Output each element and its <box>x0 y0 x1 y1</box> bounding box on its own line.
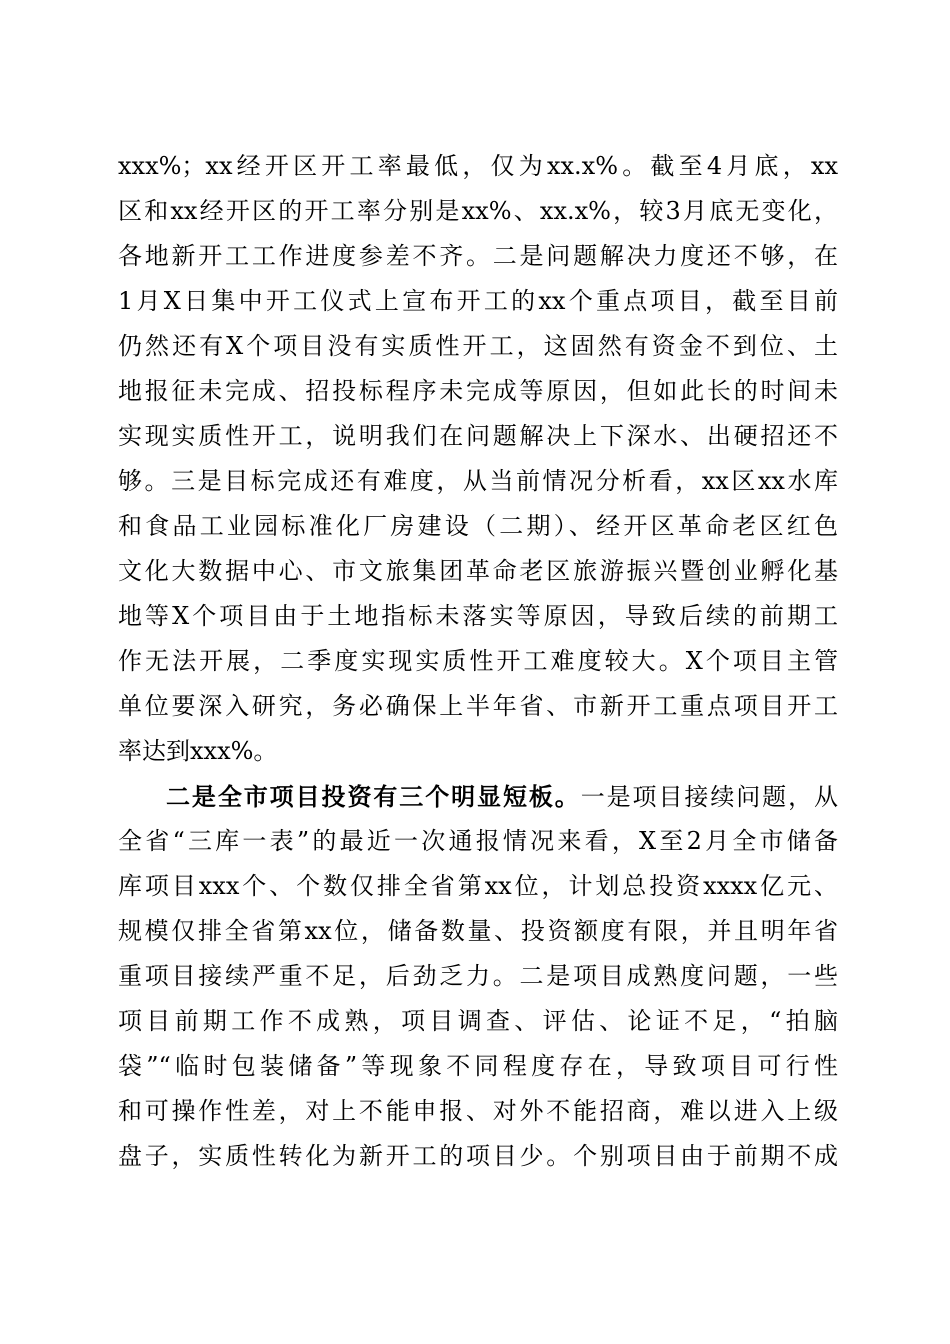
paragraph-line: 够。三是目标完成还有难度，从当前情况分析看，xx区xx水库 <box>118 467 838 495</box>
paragraph-line: 规模仅排全省第xx位，储备数量、投资额度有限，并且明年省 <box>118 917 838 945</box>
paragraph-line: 袋”“临时包装储备”等现象不同程度存在，导致项目可行性 <box>118 1052 838 1080</box>
paragraph-line: 单位要深入研究，务必确保上半年省、市新开工重点项目开工 <box>118 692 838 720</box>
paragraph-line: 各地新开工工作进度参差不齐。二是问题解决力度还不够，在 <box>118 242 838 270</box>
paragraph-line: 区和xx经开区的开工率分别是xx%、xx.x%，较3月底无变化， <box>118 197 838 225</box>
paragraph-line: 项目前期工作不成熟，项目调查、评估、论证不足，“拍脑 <box>118 1007 838 1035</box>
paragraph-line: 实现实质性开工，说明我们在问题解决上下深水、出硬招还不 <box>118 422 838 450</box>
paragraph-line: 文化大数据中心、市文旅集团革命老区旅游振兴暨创业孵化基 <box>118 557 838 585</box>
paragraph-line: 重项目接续严重不足，后劲乏力。二是项目成熟度问题，一些 <box>118 962 838 990</box>
paragraph-line: 和食品工业园标准化厂房建设（二期）、经开区革命老区红色 <box>118 512 838 540</box>
paragraph-1 <box>118 144 838 774</box>
paragraph-line: 仍然还有X个项目没有实质性开工，这固然有资金不到位、土 <box>118 332 838 360</box>
paragraph-line: 率达到xxx%。 <box>118 737 278 765</box>
paragraph-line: 地等X个项目由于土地指标未落实等原因，导致后续的前期工 <box>118 602 838 630</box>
paragraph-line-rest: 一是项目接续问题，从 <box>580 783 838 811</box>
paragraph-first-line <box>118 774 838 819</box>
paragraph-line: 1月X日集中开工仪式上宣布开工的xx个重点项目，截至目前 <box>118 287 838 315</box>
paragraph-line: 作无法开展，二季度实现实质性开工难度较大。X个项目主管 <box>118 647 838 675</box>
paragraph-2 <box>118 774 838 1179</box>
paragraph-line: 盘子，实质性转化为新开工的项目少。个别项目由于前期不成 <box>118 1142 838 1170</box>
paragraph-line: xxx%；xx经开区开工率最低，仅为xx.x%。截至4月底，xx <box>118 152 838 180</box>
section-heading: 二是全市项目投资有三个明显短板。 <box>166 782 581 811</box>
paragraph-line: 库项目xxx个、个数仅排全省第xx位，计划总投资xxxx亿元、 <box>118 872 838 900</box>
paragraph-line: 地报征未完成、招投标程序未完成等原因，但如此长的时间未 <box>118 377 838 405</box>
paragraph-line: 和可操作性差，对上不能申报、对外不能招商，难以进入上级 <box>118 1097 838 1125</box>
paragraph-line: 全省“三库一表”的最近一次通报情况来看，X至2月全市储备 <box>118 827 838 855</box>
